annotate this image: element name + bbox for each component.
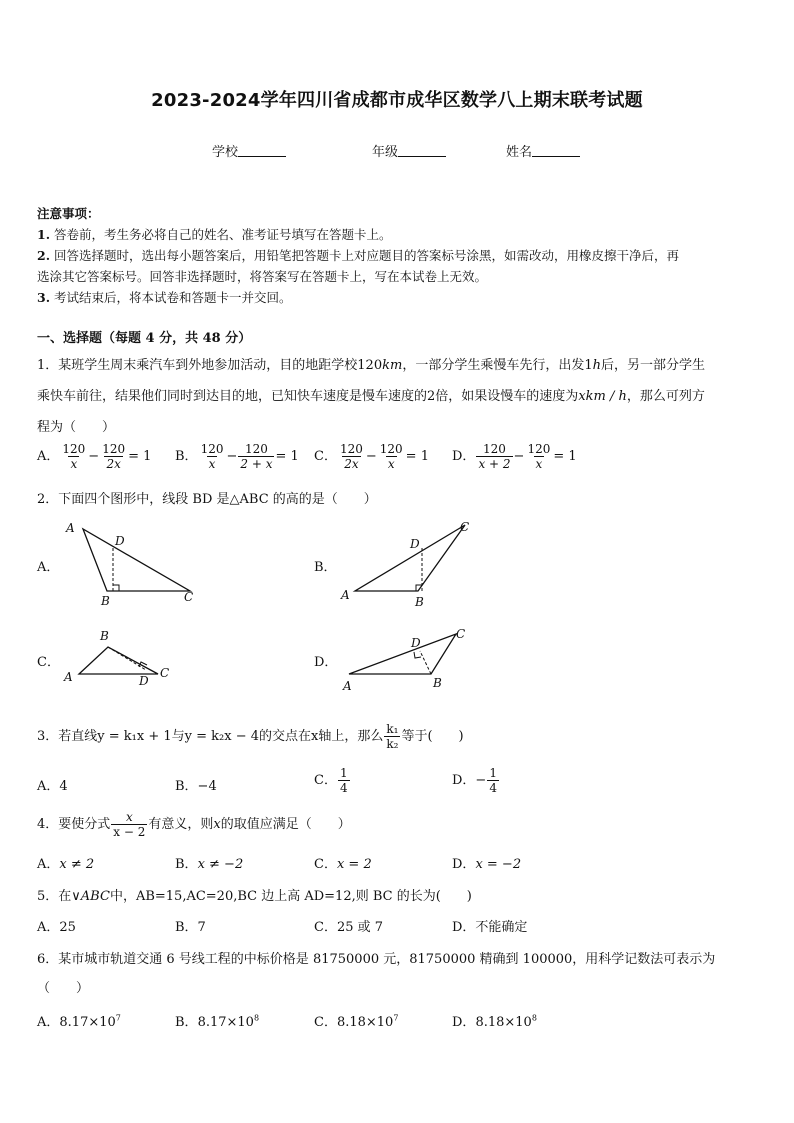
q5-option-a[interactable]: A．25 <box>37 920 76 935</box>
notes-block <box>37 203 679 308</box>
note-2: 2. 回答选择题时，选出每小题答案后，用铅笔把答题卡上对应题目的答案标号涂黑，如需改动，用橡皮擦干净后，再 <box>37 248 680 263</box>
note-2-cont: 选涂其它答案标号。回答非选择题时，将答案写在答题卡上，写在本试卷上无效。 <box>37 269 488 284</box>
grade-field[interactable] <box>372 141 446 160</box>
right-angle-mark <box>414 652 421 658</box>
label-a: A <box>64 670 73 684</box>
q4-option-b[interactable]: B．x ≠ −2 <box>175 857 244 872</box>
q3-option-d[interactable]: D．− $\frac{1}{4}$ <box>452 766 497 795</box>
q2-stem: 2．下面四个图形中，线段 BD 是△ABC 的高的是（ ） <box>37 492 377 507</box>
label-d: D <box>411 636 421 650</box>
label-a: A <box>343 679 352 693</box>
q4-option-c[interactable]: C．x = 2 <box>314 857 372 872</box>
q6-option-a[interactable]: A．$8.17\times 10^7$ <box>37 1013 121 1030</box>
q1-line1: 1．某班学生周末乘汽车到外地参加活动，目的地距学校120km，一部分学生乘慢车先行，出发1h后，另一部分学生 <box>37 358 706 373</box>
school-field[interactable] <box>212 141 286 160</box>
q6-stem-line2: （ ） <box>37 981 90 996</box>
label-c: C <box>184 590 194 604</box>
grade-label: 年级 <box>372 145 399 160</box>
q1-line3: 程为（ ） <box>37 420 116 435</box>
grade-blank[interactable] <box>398 144 446 157</box>
notes-heading: 注意事项： <box>37 206 100 221</box>
q1-option-b[interactable]: B． $\frac{120}{x}$ − $\frac{120}{2 + x}$ = 1 <box>175 442 299 471</box>
label-c: C <box>460 520 470 534</box>
q2-option-c[interactable]: C． <box>37 655 60 670</box>
q3-option-a[interactable]: A．4 <box>37 779 68 794</box>
q5-option-d[interactable]: D．不能确定 <box>452 920 528 935</box>
name-field[interactable] <box>506 141 580 160</box>
q1-option-d[interactable]: D． $\frac{120}{x + 2}$ − $\frac{120}{x}$ = 1 <box>452 442 577 471</box>
q3-stem: 3．若直线y = k₁x + 1与y = k₂x − 4的交点在x轴上，那么 $\frac{\text{k₁}}{\text{k₂}}$ 等于( ) <box>37 722 464 751</box>
school-blank[interactable] <box>238 144 286 157</box>
q2-figure-c <box>55 625 195 690</box>
altitude-bd <box>420 651 431 674</box>
label-b: B <box>100 629 109 643</box>
triangle <box>349 634 456 674</box>
q6-option-d[interactable]: D．$8.18\times 10^8$ <box>452 1013 537 1030</box>
triangle <box>355 525 465 591</box>
q2-figure-d <box>335 620 485 695</box>
q2-option-a[interactable]: A． <box>37 560 60 575</box>
q1-line2: 乘快车前往，结果他们同时到达目的地，已知快车速度是慢车速度的2倍，如果设慢车的速度为xkm / h，那么可列方 <box>37 389 705 404</box>
altitude-bd <box>108 647 146 670</box>
q3-option-b[interactable]: B．−4 <box>175 779 217 794</box>
q5-option-c[interactable]: C．25 或 7 <box>314 920 384 935</box>
label-c: C <box>456 627 466 641</box>
label-b: B <box>433 676 442 690</box>
q5-option-b[interactable]: B．7 <box>175 920 206 935</box>
q1-option-c[interactable]: C． $\frac{120}{2x}$ − $\frac{120}{x}$ = 1 <box>314 442 429 471</box>
page-title: 2023-2024学年四川省成都市成华区数学八上期末联考试题 <box>151 90 643 111</box>
q2-option-b[interactable]: B． <box>314 560 337 575</box>
q2-figure-b <box>335 515 485 610</box>
triangle <box>83 529 190 591</box>
label-a: A <box>66 521 75 535</box>
school-label: 学校 <box>212 145 239 160</box>
label-a: A <box>341 588 350 602</box>
q2-figure-a <box>55 515 205 610</box>
q4-stem: 4．要使分式 $\frac{x}{x - 2}$ 有意义，则x的取值应满足（ ） <box>37 810 351 839</box>
q6-stem-line1: 6．某市城市轨道交通 6 号线工程的中标价格是 81750000 元，81750000 精确到 100000，用科学记数法可表示为 <box>37 952 716 967</box>
label-d: D <box>115 534 125 548</box>
label-d: D <box>139 674 149 688</box>
q4-option-d[interactable]: D．x = −2 <box>452 857 522 872</box>
q6-option-b[interactable]: B．$8.17\times 10^8$ <box>175 1013 260 1030</box>
note-1: 1. 答卷前，考生务必将自己的姓名、准考证号填写在答题卡上。 <box>37 227 392 242</box>
name-blank[interactable] <box>532 144 580 157</box>
section-heading: 一、选择题（每题 4 分，共 48 分） <box>37 331 252 346</box>
q5-stem: 5．在∨ABC中，AB=15,AC=20,BC 边上高 AD=12,则 BC 的长为( ) <box>37 889 472 904</box>
right-angle-mark <box>113 585 119 591</box>
q4-option-a[interactable]: A．x ≠ 2 <box>37 857 95 872</box>
label-b: B <box>415 595 424 609</box>
note-3: 3. 考试结束后，将本试卷和答题卡一并交回。 <box>37 290 292 305</box>
label-c: C <box>160 666 170 680</box>
triangle <box>79 647 158 674</box>
q1-option-a[interactable]: A． $\frac{120}{x}$ − $\frac{120}{2x}$ = 1 <box>37 442 152 471</box>
label-b: B <box>101 594 110 608</box>
q3-option-c[interactable]: C． $\frac{1}{4}$ <box>314 766 348 795</box>
name-label: 姓名 <box>506 145 533 160</box>
label-d: D <box>410 537 420 551</box>
q6-option-c[interactable]: C．$8.18\times 10^7$ <box>314 1013 399 1030</box>
q2-option-d[interactable]: D． <box>314 655 338 670</box>
